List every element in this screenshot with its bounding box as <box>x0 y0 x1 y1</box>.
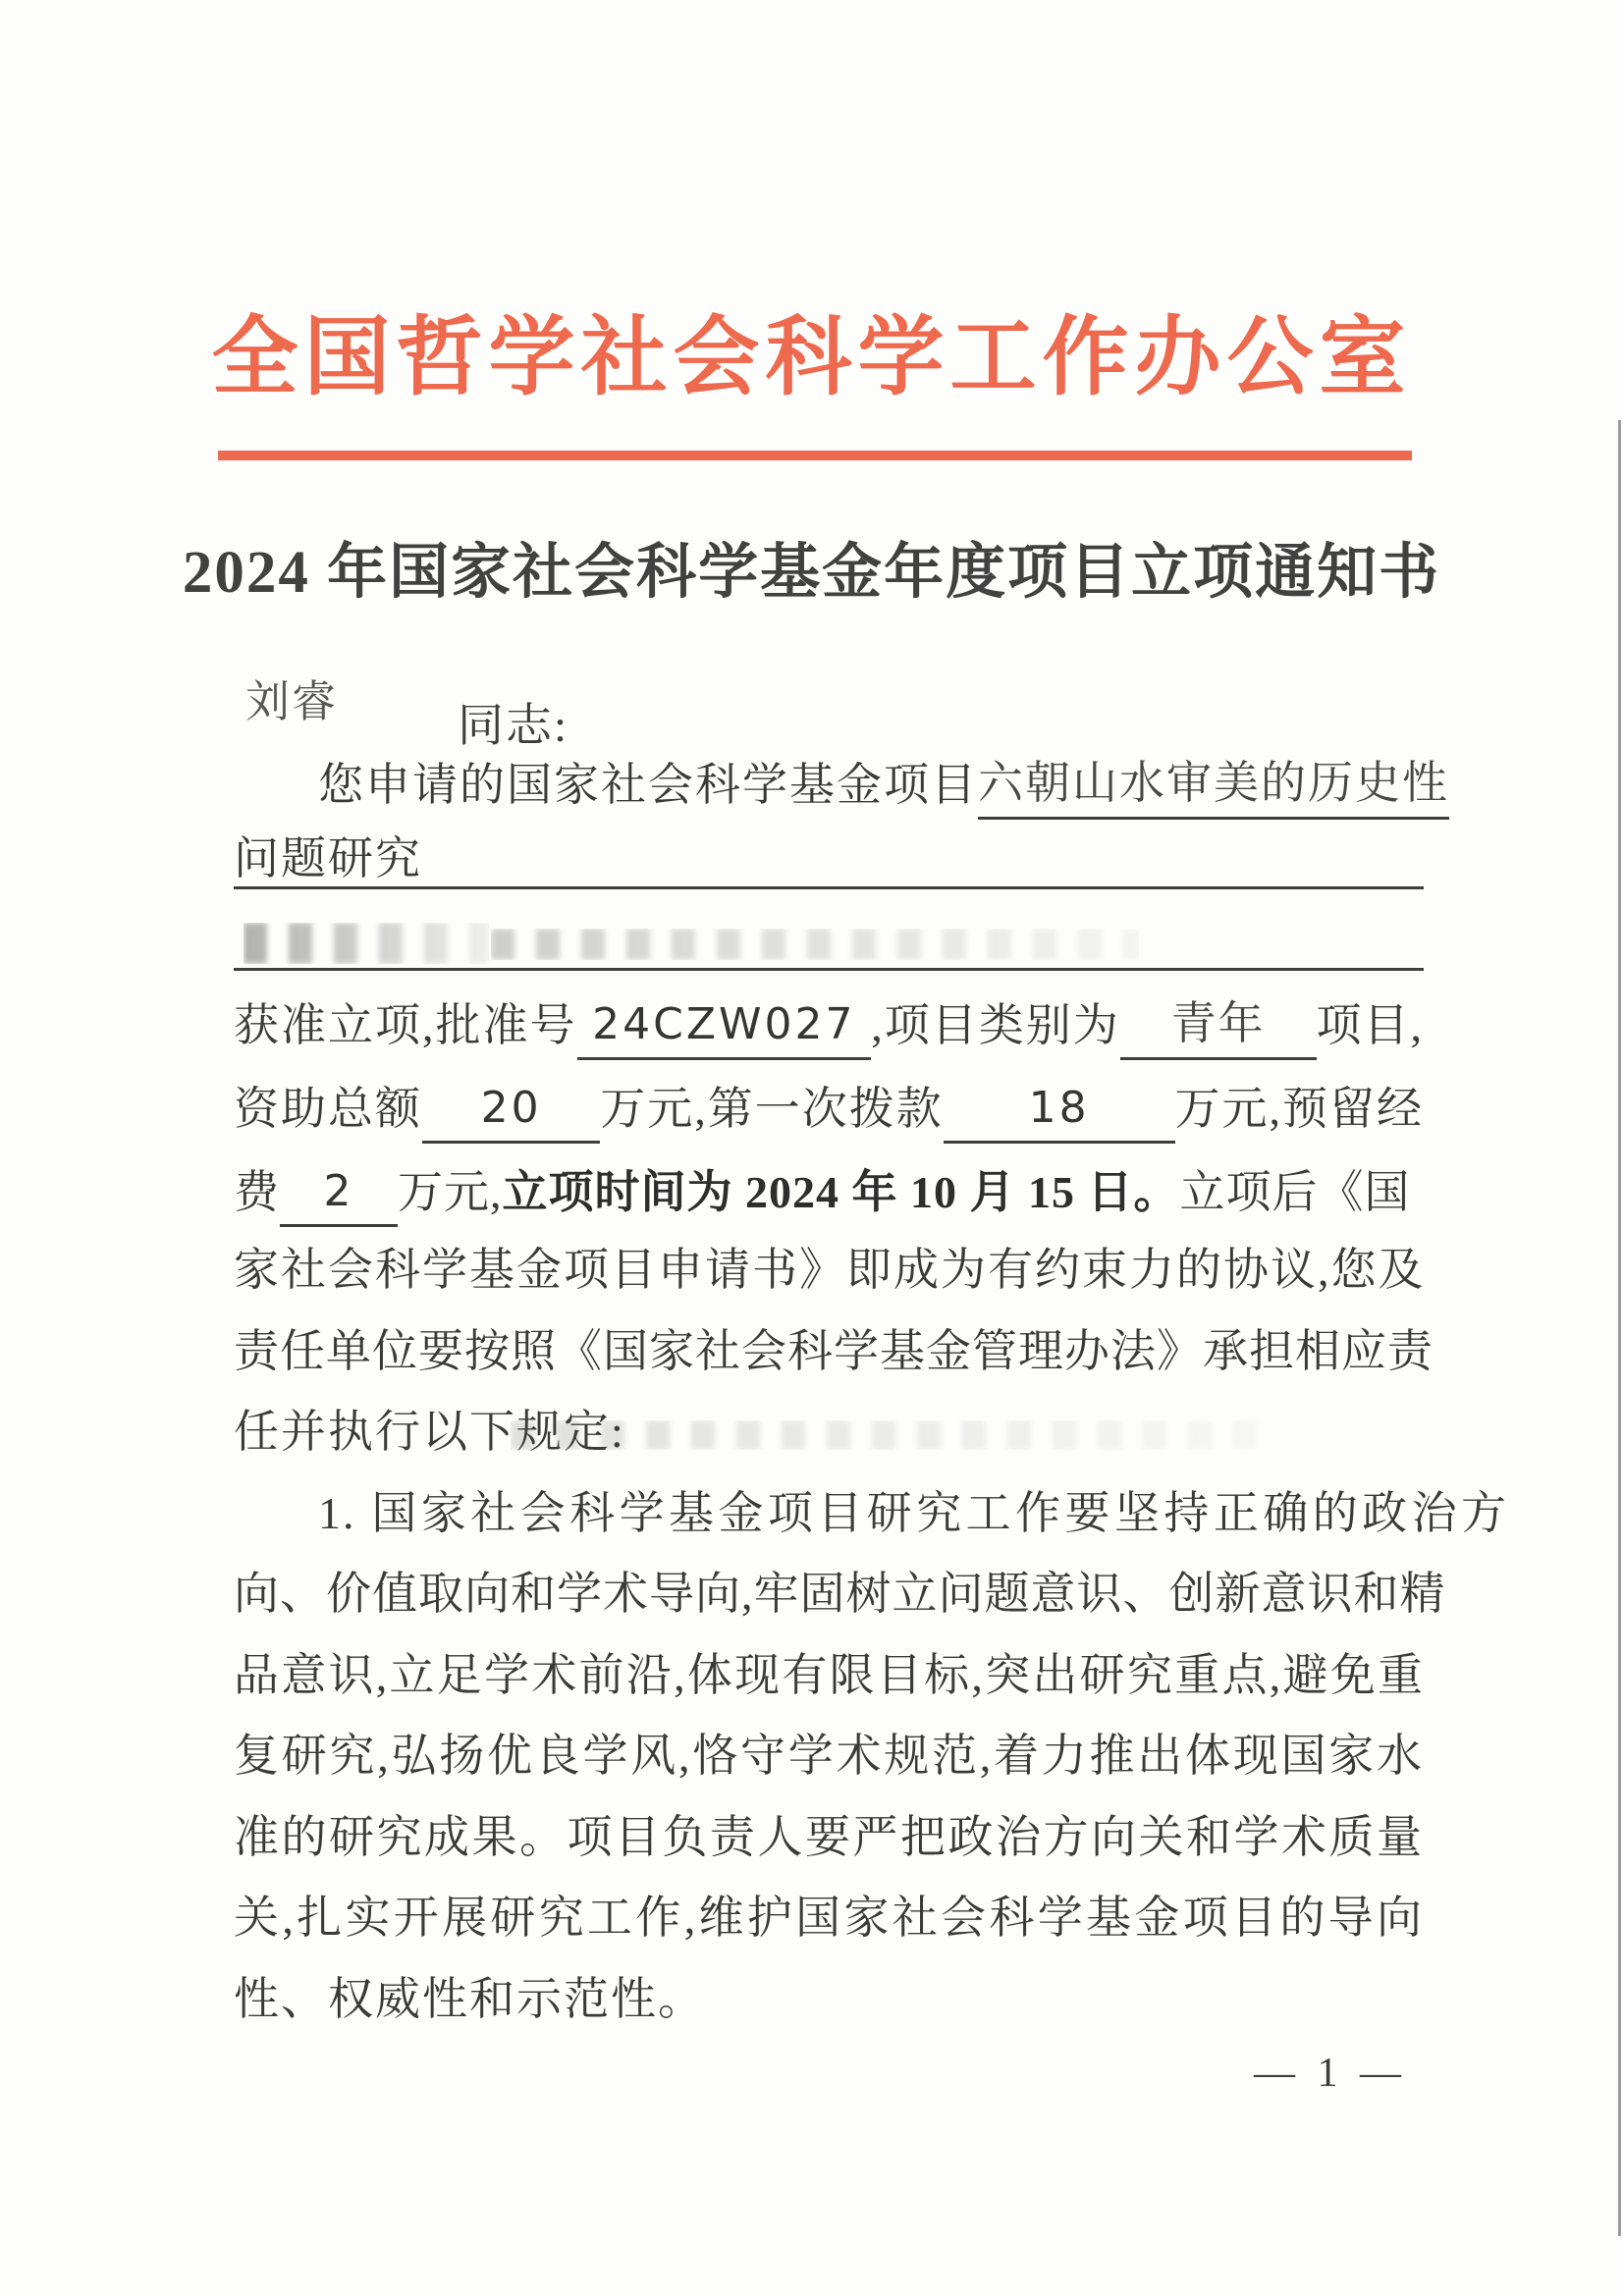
body-line-8: 责任单位要按照《国家社会科学基金管理办法》承担相应责 <box>234 1326 1434 1376</box>
recipient-salutation: 同志: <box>458 701 569 752</box>
body-line-approval <box>234 996 1424 1053</box>
body-line-9: 任并执行以下规定: <box>234 1407 625 1457</box>
letterhead-divider-rule <box>218 451 1412 460</box>
field-reserved-funding: 2 <box>280 1170 398 1227</box>
page-number: — 1 — <box>1254 2051 1407 2096</box>
funding-label-text: 资助总额 <box>234 1084 422 1134</box>
clause1-line-3: 品意识,立足学术前沿,体现有限目标,突出研究重点,避免重 <box>234 1650 1424 1700</box>
letterhead-org-title: 全国哲学社会科学工作办公室 <box>211 311 1412 406</box>
intro-prefix-text: 您申请的国家社会科学基金项目 <box>318 760 978 810</box>
body-line-funding <box>234 1080 1424 1137</box>
field-total-funding: 20 <box>422 1087 600 1144</box>
body-line-project-title2 <box>234 829 1424 889</box>
ink-bleed-smudge <box>243 923 489 964</box>
document-title: 2024 年国家社会科学基金年度项目立项通知书 <box>182 540 1441 606</box>
field-project-category: 青年 <box>1120 1001 1317 1060</box>
fee-after-text: 万元, <box>398 1167 503 1217</box>
category-suffix-text: 项目, <box>1316 1000 1424 1050</box>
clause1-line-4: 复研究,弘扬优良学风,恪守学术规范,着力推出体现国家水 <box>234 1731 1424 1781</box>
approved-prefix-text: 获准立项,批准号 <box>234 1000 577 1050</box>
approval-date-bold-text: 立项时间为 2024 年 10 月 15 日。 <box>502 1167 1180 1217</box>
clause1-line-2: 向、价值取向和学术导向,牢固树立问题意识、创新意识和精 <box>234 1569 1446 1619</box>
field-project-title-part1: 六朝山水审美的历史性 <box>978 761 1449 820</box>
clause1-line-7: 性、权威性和示范性。 <box>234 1974 705 2024</box>
body-line-7: 家社会科学基金项目申请书》即成为有约束力的协议,您及 <box>234 1245 1426 1295</box>
clause1-line-5: 准的研究成果。项目负责人要严把政治方向关和学术质量 <box>234 1812 1424 1862</box>
field-project-title-part2: 问题研究 <box>234 833 422 883</box>
clause1-line-1: 1. 国家社会科学基金项目研究工作要坚持正确的政治方 <box>318 1488 1508 1538</box>
field-first-payment: 18 <box>944 1087 1175 1144</box>
after-date-text: 立项后《国 <box>1179 1167 1411 1217</box>
field-approval-number: 24CZW027 <box>577 1003 872 1060</box>
reserve-label-text: 万元,预留经 <box>1174 1084 1424 1134</box>
ink-bleed-smudge <box>511 1420 1276 1450</box>
ink-bleed-smudge <box>491 929 1139 960</box>
body-line-date <box>234 1163 1424 1220</box>
first-payment-label-text: 万元,第一次拨款 <box>600 1084 944 1134</box>
body-line-intro <box>234 756 1449 813</box>
fee-char-text: 费 <box>234 1167 280 1217</box>
scan-edge-artifact <box>1618 420 1621 2236</box>
category-label-text: ,项目类别为 <box>871 1000 1120 1050</box>
clause1-line-6: 关,扎实开展研究工作,维护国家社会科学基金项目的导向 <box>234 1893 1424 1943</box>
recipient-name: 刘睿 <box>245 677 339 726</box>
